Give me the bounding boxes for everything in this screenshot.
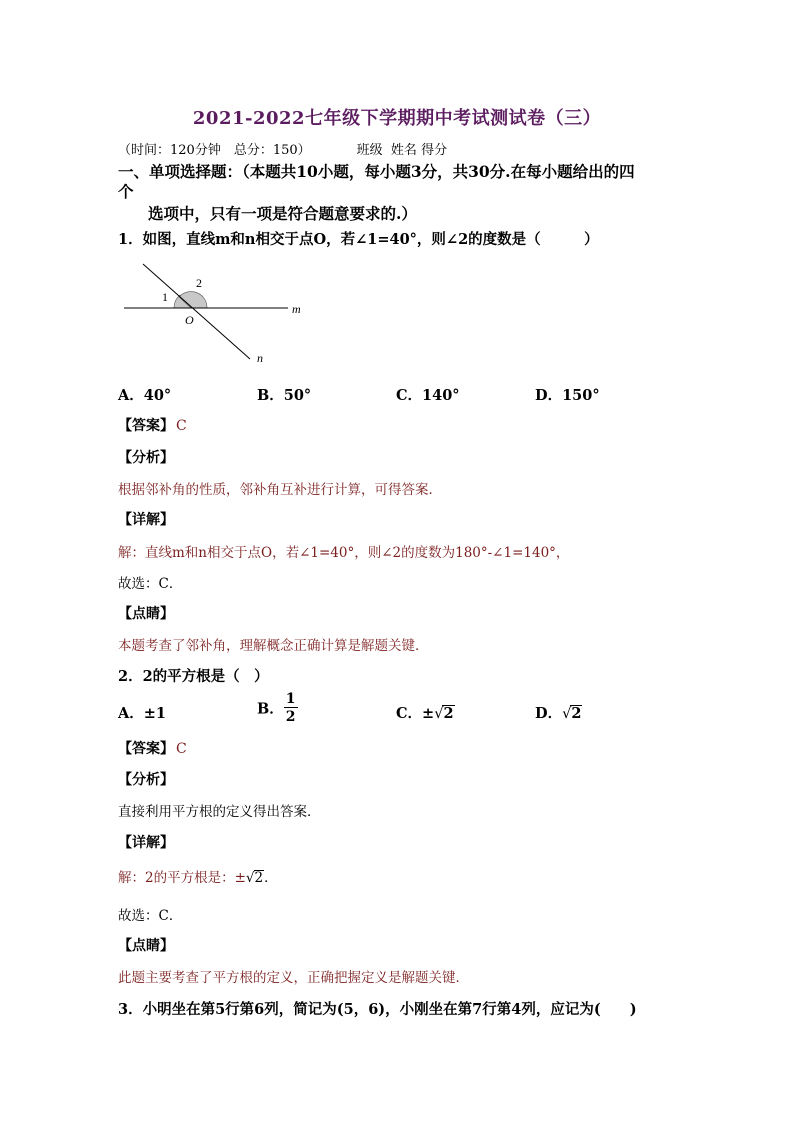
section-heading: 一、单项选择题：（本题共10小题，每小题3分，共30分.在每小题给出的四 [118, 162, 635, 181]
q1-analysis-text: 根据邻补角的性质，邻补角互补进行计算，可得答案． [118, 482, 442, 498]
section-heading-wrap: 个 [118, 182, 134, 201]
q1-detail-tag: 【详解】 [118, 512, 174, 528]
q1-answer: 【答案】 C [118, 418, 187, 434]
name-label: 姓名 [390, 143, 417, 158]
q2-option-d: D．√2 [535, 705, 582, 722]
q2-choose: 故选：C． [118, 908, 183, 924]
fraction-one-half: $\frac{1}{2}$ [285, 691, 296, 725]
question-1-stem: 1．如图，直线m和n相交于点O，若∠1=40°，则∠2的度数是（ ） [118, 231, 599, 248]
score-label: 得分 [421, 143, 448, 158]
q1-comment-text: 本题考查了邻补角，理解概念正确计算是解题关键． [118, 638, 429, 654]
exam-time-score: （时间：120分钟 总分：150） [118, 143, 311, 158]
line-n-label: n [257, 351, 263, 365]
q1-detail-text: 解：直线m和n相交于点O，若∠1=40°，则∠2的度数为180°-∠1=140°， [118, 545, 570, 561]
q2-detail-text: 解：2的平方根是：±√2． [118, 870, 278, 886]
question-3-stem: 3．小明坐在第5行第6列，简记为(5，6)，小刚坐在第7行第4列，应记为( ) [118, 1001, 637, 1018]
q2-option-b: B． $\frac{1}{2}$ [257, 691, 296, 725]
q2-comment-tag: 【点睛】 [118, 938, 174, 954]
q2-analysis-text: 直接利用平方根的定义得出答案． [118, 804, 321, 820]
question-2-stem: 2．2的平方根是（ ） [118, 668, 269, 685]
radical-sign: √ [562, 706, 572, 722]
exam-meta [118, 139, 447, 158]
q2-answer-value: C [176, 741, 187, 757]
radical-sign: √ [434, 706, 444, 722]
q1-answer-value: C [176, 418, 187, 434]
line-m-label: m [292, 302, 301, 316]
class-label: 班级 [356, 143, 383, 158]
angle-1-label: 1 [162, 290, 168, 304]
q1-comment-tag: 【点睛】 [118, 606, 174, 622]
q2-comment-text: 此题主要考查了平方根的定义，正确把握定义是解题关键． [118, 970, 469, 986]
q1-option-a: A．40° [118, 387, 172, 404]
q1-analysis-tag: 【分析】 [118, 450, 174, 466]
page-title: 2021-2022七年级下学期期中考试测试卷（三） [192, 108, 602, 129]
angle-2-label: 2 [196, 276, 202, 290]
q2-option-c: C．±√2 [396, 705, 454, 722]
point-o-label: O [185, 313, 194, 327]
q2-answer: 【答案】 C [118, 741, 187, 757]
q2-option-a: A．±1 [118, 705, 166, 722]
intersecting-lines-figure [118, 258, 318, 370]
q1-option-c: C．140° [396, 387, 460, 404]
q1-option-d: D．150° [535, 387, 600, 404]
section-heading-cont: 选项中，只有一项是符合题意要求的.） [148, 204, 417, 223]
q1-choose: 故选：C． [118, 576, 183, 592]
q1-option-b: B．50° [257, 387, 312, 404]
q2-detail-tag: 【详解】 [118, 835, 174, 851]
q2-analysis-tag: 【分析】 [118, 772, 174, 788]
